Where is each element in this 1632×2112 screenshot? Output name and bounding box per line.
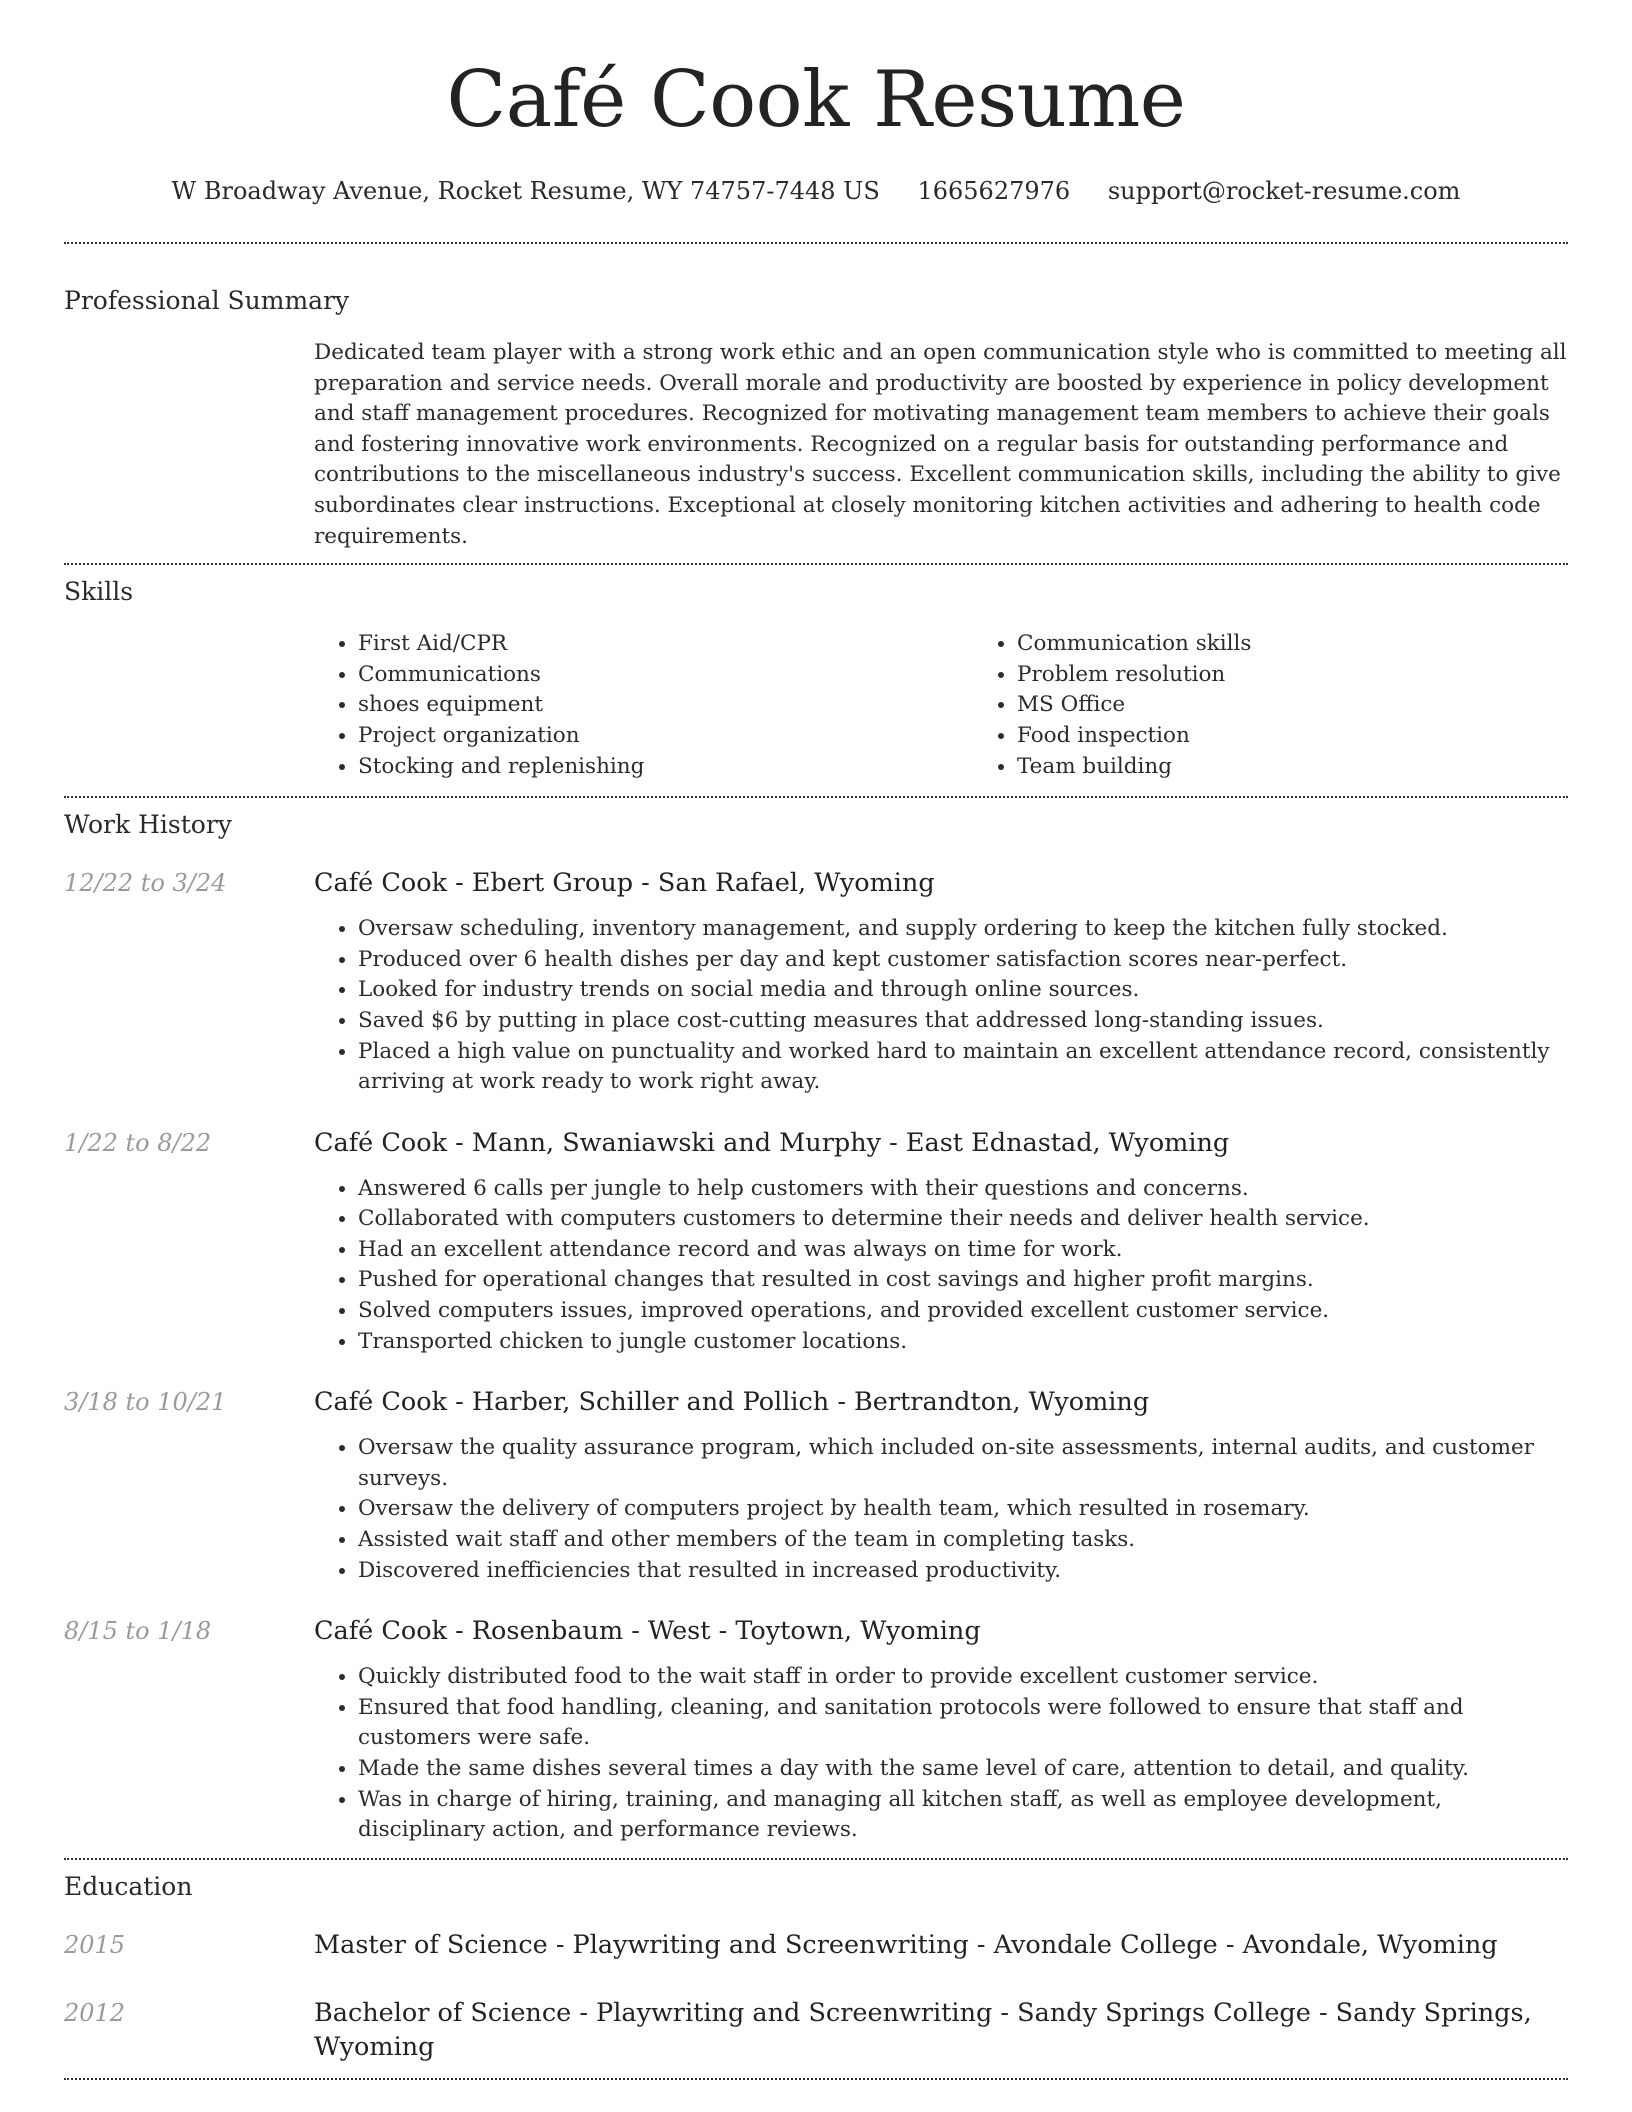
job-bullet: • Discovered inefficiencies that resulted in increased productivity. <box>358 1556 1568 1587</box>
skills-section <box>64 575 1568 782</box>
education-entry <box>64 1928 1568 1962</box>
education-section <box>64 1870 1568 2064</box>
education-title: Bachelor of Science - Playwriting and Screenwriting - Sandy Springs College - Sandy Springs, Wyoming <box>314 1997 1532 2062</box>
section-title-education: Education <box>64 1871 193 1901</box>
job-bullet: • Made the same dishes several times a day with the same level of care, attention to detail, and quality. <box>358 1754 1568 1785</box>
skills-list-left <box>314 629 973 782</box>
resume-title: Café Cook Resume <box>446 55 1186 145</box>
skill-item: • Project organization <box>358 721 973 752</box>
job-date: 8/15 to 1/18 <box>64 1617 212 1646</box>
divider <box>64 1858 1568 1860</box>
job-bullet: • Had an excellent attendance record and was always on time for work. <box>358 1235 1568 1266</box>
job-bullets <box>314 914 1568 1098</box>
contact-address: W Broadway Avenue, Rocket Resume, WY 74757-7448 US <box>171 177 880 205</box>
job-entry <box>64 866 1568 1098</box>
skill-item: • Problem resolution <box>1017 660 1632 691</box>
summary-text: Dedicated team player with a strong work ethic and an open communication style who is committed to meeting all preparation and service needs. Overall morale and productivity are boosted by experience in policy development and staff management procedures. Recognized for motivating management team members to achieve their goals and fostering innovative work environments. Recognized on a regular basis for outstanding performance and contributions to the miscellaneous industry's success. Excellent communication skills, including the ability to give subordinates clear instructions. Exceptional at closely monitoring kitchen activities and adhering to health code requirements. <box>314 340 1567 549</box>
job-bullet: • Transported chicken to jungle customer locations. <box>358 1327 1568 1358</box>
contact-email: support@rocket-resume.com <box>1107 177 1461 205</box>
job-bullet: • Ensured that food handling, cleaning, and sanitation protocols were followed to ensure that staff and customers were safe. <box>358 1693 1568 1754</box>
job-title: Café Cook - Ebert Group - San Rafael, Wyoming <box>314 868 935 899</box>
divider <box>64 2078 1568 2080</box>
job-bullet: • Oversaw scheduling, inventory management, and supply ordering to keep the kitchen fully stocked. <box>358 914 1568 945</box>
job-bullet: • Looked for industry trends on social media and through online sources. <box>358 975 1568 1006</box>
job-bullets <box>314 1662 1568 1846</box>
section-title-summary: Professional Summary <box>64 286 350 315</box>
divider <box>64 563 1568 565</box>
job-entry <box>64 1614 1568 1846</box>
job-bullet: • Placed a high value on punctuality and worked hard to maintain an excellent attendance record, consistently arriving at work ready to work right away. <box>358 1037 1568 1098</box>
summary-section <box>64 284 1568 552</box>
skill-item: • shoes equipment <box>358 690 973 721</box>
job-bullet: • Pushed for operational changes that resulted in cost savings and higher profit margins. <box>358 1265 1568 1296</box>
skill-item: • Communication skills <box>1017 629 1632 660</box>
skill-item: • MS Office <box>1017 690 1632 721</box>
job-entry <box>64 1126 1568 1358</box>
job-date: 1/22 to 8/22 <box>64 1128 212 1157</box>
education-date: 2012 <box>64 1998 126 2027</box>
job-bullet: • Quickly distributed food to the wait staff in order to provide excellent customer service. <box>358 1662 1568 1693</box>
job-bullet: • Produced over 6 health dishes per day and kept customer satisfaction scores near-perfect. <box>358 945 1568 976</box>
skill-item: • Food inspection <box>1017 721 1632 752</box>
education-entry <box>64 1996 1568 2064</box>
job-title: Café Cook - Rosenbaum - West - Toytown, Wyoming <box>314 1616 981 1647</box>
job-title: Café Cook - Harber, Schiller and Pollich - Bertrandton, Wyoming <box>314 1387 1150 1418</box>
contact-phone: 1665627976 <box>917 177 1071 205</box>
job-bullet: • Was in charge of hiring, training, and managing all kitchen staff, as well as employee development, disciplinary action, and performance reviews. <box>358 1785 1568 1846</box>
section-title-skills: Skills <box>64 577 134 607</box>
job-entry <box>64 1385 1568 1586</box>
contact-info <box>64 174 1568 208</box>
job-bullet: • Oversaw the delivery of computers project by health team, which resulted in rosemary. <box>358 1494 1568 1525</box>
job-bullet: • Answered 6 calls per jungle to help customers with their questions and concerns. <box>358 1174 1568 1205</box>
job-bullets <box>314 1174 1568 1358</box>
job-bullets <box>314 1433 1568 1586</box>
job-bullet: • Assisted wait staff and other members of the team in completing tasks. <box>358 1525 1568 1556</box>
resume-page <box>64 0 1568 2080</box>
job-bullet: • Oversaw the quality assurance program, which included on-site assessments, internal audits, and customer surveys. <box>358 1433 1568 1494</box>
job-bullet: • Solved computers issues, improved operations, and provided excellent customer service. <box>358 1296 1568 1327</box>
education-title: Master of Science - Playwriting and Screenwriting - Avondale College - Avondale, Wyoming <box>314 1929 1498 1960</box>
job-date: 3/18 to 10/21 <box>64 1388 227 1417</box>
job-bullet: • Collaborated with computers customers to determine their needs and deliver health service. <box>358 1204 1568 1235</box>
divider <box>64 796 1568 798</box>
education-date: 2015 <box>64 1930 126 1959</box>
skill-item: • First Aid/CPR <box>358 629 973 660</box>
skill-item: • Team building <box>1017 752 1632 783</box>
job-bullet: • Saved $6 by putting in place cost-cutting measures that addressed long-standing issues. <box>358 1006 1568 1037</box>
skill-item: • Stocking and replenishing <box>358 752 973 783</box>
skills-list-right <box>973 629 1632 782</box>
job-title: Café Cook - Mann, Swaniawski and Murphy - East Ednastad, Wyoming <box>314 1127 1230 1158</box>
job-date: 12/22 to 3/24 <box>64 869 227 898</box>
section-title-work: Work History <box>64 810 232 840</box>
skill-item: • Communications <box>358 660 973 691</box>
work-section <box>64 808 1568 1846</box>
divider <box>64 242 1568 244</box>
